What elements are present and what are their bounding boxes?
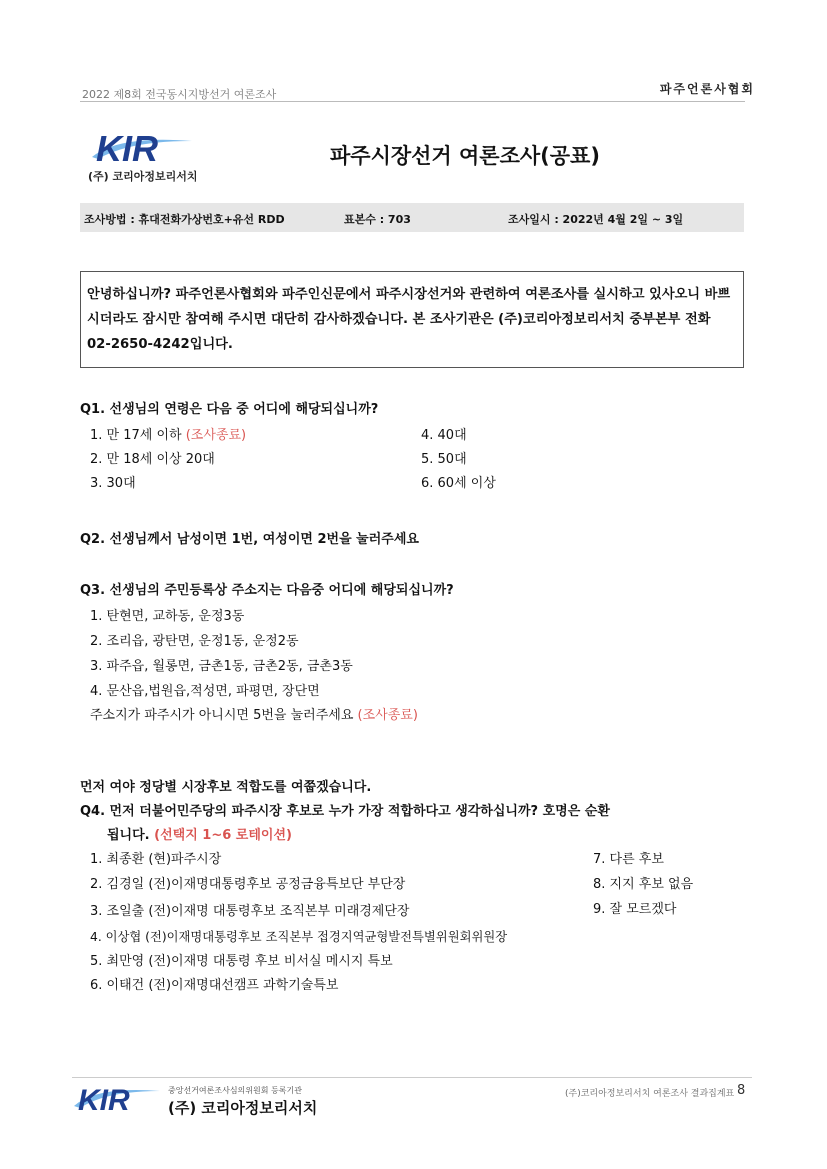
q1-option-3: 3. 30대 [90, 476, 136, 491]
page-number: 8 [737, 1083, 746, 1098]
survey-date: 조사일시 : 2022년 4월 2일 ~ 3일 [508, 213, 684, 226]
footer-kir-logo [72, 1080, 164, 1118]
footer-divider [72, 1077, 752, 1078]
q4-option-6: 6. 이태건 (전)이재명대선캠프 과학기술특보 [90, 978, 339, 993]
intro-box: 안녕하십니까? 파주언론사협회와 파주인신문에서 파주시장선거와 관련하여 여론조사를 실시하고 있사오니 바쁘시더라도 잠시만 참여해 주시면 대단히 감사하겠습니다. 본 조사기관은 (주)코리아정보리서치 중부본부 전화 02-2650-4242입니다. [80, 271, 744, 368]
kir-logo [88, 127, 198, 171]
q1-option-5: 5. 50대 [421, 452, 467, 467]
header-association: 파주언론사협회 [659, 82, 755, 96]
logo-company-name: (주) 코리아정보리서치 [88, 170, 198, 183]
q4-option-8: 8. 지지 후보 없음 [593, 877, 694, 892]
header-divider [80, 101, 745, 102]
q3-option-4: 4. 문산읍,법원읍,적성면, 파평면, 장단면 [90, 684, 320, 699]
survey-info-bar [80, 203, 744, 232]
q1-option-1-note: (조사종료) [185, 428, 247, 443]
q4-option-1: 1. 최종환 (현)파주시장 [90, 852, 222, 867]
sample-size: 표본수 : 703 [344, 213, 411, 226]
header-survey-label: 2022 제8회 전국동시지방선거 여론조사 [82, 88, 277, 101]
q1-option-1: 1. 만 17세 이하 (조사종료) [90, 428, 247, 443]
q4-option-9: 9. 잘 모르겠다 [593, 902, 677, 917]
q1-option-4: 4. 40대 [421, 428, 467, 443]
q4-question-line1: Q4. 먼저 더불어민주당의 파주시장 후보로 누가 가장 적합하다고 생각하십니까? 호명은 순환 [80, 804, 610, 819]
q3-question: Q3. 선생님의 주민등록상 주소지는 다음중 어디에 해당되십니까? [80, 583, 454, 598]
q4-question-line2: 됩니다. (선택지 1~6 로테이션) [107, 828, 292, 843]
q3-note-red: (조사종료) [357, 708, 418, 723]
q4-option-4: 4. 이상협 (전)이재명대통령후보 조직본부 접경지역균형발전특별위원회위원장 [90, 930, 508, 944]
q4-option-7: 7. 다른 후보 [593, 852, 664, 867]
survey-method: 조사방법 : 휴대전화가상번호+유선 RDD [84, 213, 285, 226]
q3-option-1: 1. 탄현면, 교하동, 운정3동 [90, 609, 245, 624]
q3-option-2: 2. 조리읍, 광탄면, 운정1동, 운정2동 [90, 634, 299, 649]
footer-report-title: (주)코리아정보리서치 여론조사 결과집계표 [565, 1089, 735, 1099]
q4-option-3: 3. 조일출 (전)이재명 대통령후보 조직본부 미래경제단장 [90, 904, 410, 919]
q1-option-6: 6. 60세 이상 [421, 476, 496, 491]
footer-company-name: (주) 코리아정보리서치 [168, 1099, 318, 1117]
page-title: 파주시장선거 여론조사(공표) [330, 144, 600, 168]
q3-note: 주소지가 파주시가 아니시면 5번을 눌러주세요 (조사종료) [90, 708, 418, 723]
q4-lead: 먼저 여야 정당별 시장후보 적합도를 여쭙겠습니다. [80, 780, 372, 795]
footer-registration: 중앙선거여론조사심의위원회 등록기관 [168, 1086, 302, 1095]
q1-question: Q1. 선생님의 연령은 다음 중 어디에 해당되십니까? [80, 402, 379, 417]
q4-rotation-note: (선택지 1~6 로테이션) [154, 828, 292, 843]
svg-text:KIR: KIR [96, 128, 158, 167]
q3-option-3: 3. 파주읍, 월롱면, 금촌1동, 금촌2동, 금촌3동 [90, 659, 353, 674]
q4-option-2: 2. 김경일 (전)이재명대통령후보 공정금융특보단 부단장 [90, 877, 406, 892]
q1-option-2: 2. 만 18세 이상 20대 [90, 452, 215, 467]
q4-option-5: 5. 최만영 (전)이재명 대통령 후보 비서실 메시지 특보 [90, 954, 393, 969]
svg-text:KIR: KIR [78, 1084, 130, 1114]
q2-question: Q2. 선생님께서 남성이면 1번, 여성이면 2번을 눌러주세요 [80, 532, 419, 547]
